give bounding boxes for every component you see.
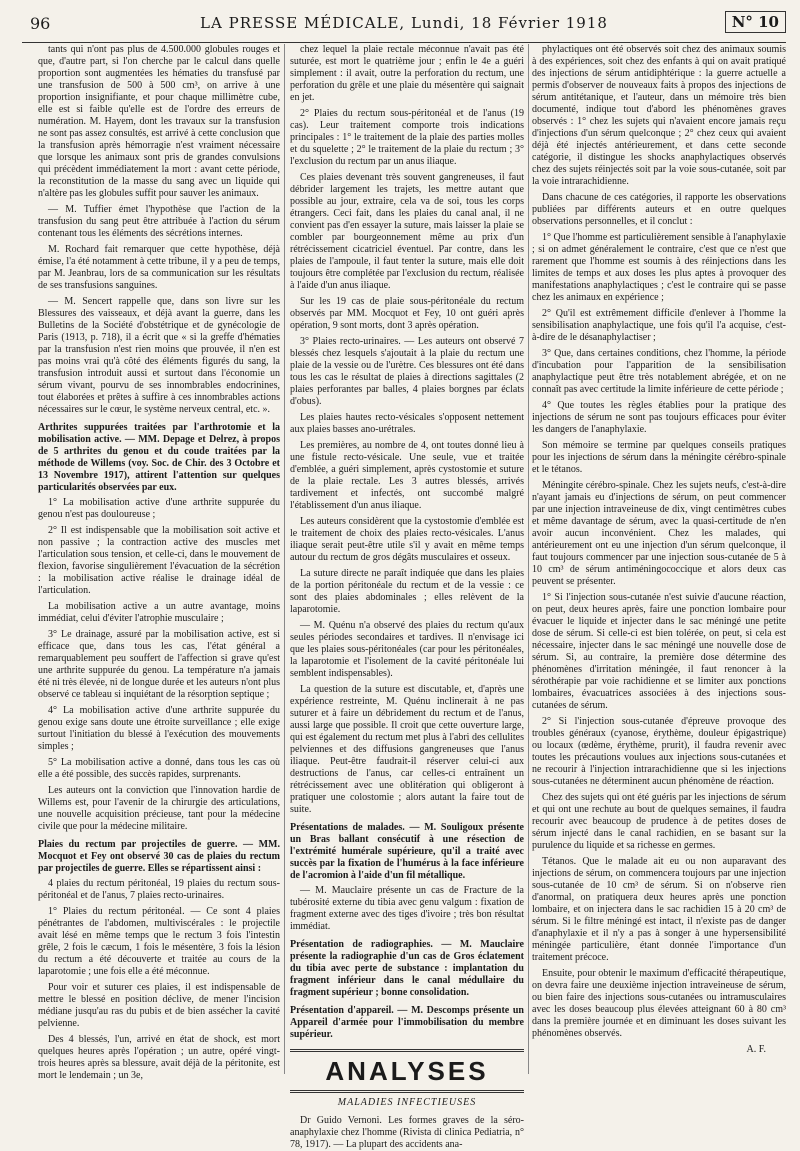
section-heading: Présentations de malades. — M. Souligoux présente un Bras ballant consécutif à une résection de l'extrémité humérale supérieure, qu'il a traité avec succès par la fixation de l'humérus à la face inférieure de l'acromion à l'aide d'un fil métallique. (290, 822, 524, 881)
paragraph: 2° Si l'injection sous-cutanée d'épreuve provoque des troubles généraux (cyanose, érythème, douleur épigastrique) ou locaux (œdème, érythème, prurit), il faudra revenir avec toutes les précautions voulues aux injections sous-cutanées et ne recourir à l'injection intrarachidienne que si les injections sous-cutanées ne déterminent aucun phénomène de réaction. (532, 716, 786, 787)
paragraph: La mobilisation active a un autre avantage, moins immédiat, celui d'éviter l'atrophie musculaire ; (38, 601, 280, 624)
paragraph: Les auteurs ont la conviction que l'innovation hardie de Willems est, pour l'avenir de la chirurgie des articulations, une nouvelle acquisition précieuse, tant pour la médecine civile que pour la médecine militaire. (38, 785, 280, 832)
paragraph: 3° Plaies recto-urinaires. — Les auteurs ont observé 7 blessés chez lesquels s'ajoutait à la plaie du rectum une plaie de la vessie ou de l'urètre. Ces blessures ont été dans tous les cas le résultat de plaies à directions sagittales (2 plaies perforantes par balles, 4 plaies borgnes par éclats d'obus). (290, 336, 524, 407)
paragraph: 2° Qu'il est extrêmement difficile d'enlever à l'homme la sensibilisation anaphylactique, une fois qu'il l'a acquise, c'est-à-dire de le désanaphylactiser ; (532, 308, 786, 343)
paragraph: Sur les 19 cas de plaie sous-péritonéale du rectum observés par MM. Mocquot et Fey, 10 ont guéri après opération, 9 sont morts, dont 3 après opération. (290, 296, 524, 331)
paragraph: M. Rochard fait remarquer que cette hypothèse, déjà émise, l'a été notamment à cette tribune, il y a peu de temps, par M. Jeanbrau, lors de sa communication sur les résultats de ses transfusions sanguines. (38, 244, 280, 291)
page-number: 96 (30, 14, 51, 33)
paragraph: Ensuite, pour obtenir le maximum d'efficacité thérapeutique, on devra faire une deuxième injection intraveineuse de sérum, ou bien faire des injections sous-cutanées ou intramusculaires avec les doses beaucoup plus élevées atteignant 60 à 80 cm³ dans la première journée et en diminuant les doses suivant les phénomènes observés. (532, 968, 786, 1039)
paragraph: 4° Que toutes les règles établies pour la pratique des injections de sérum ne sont pas toujours efficaces pour éviter les dangers de l'anaphylaxie. (532, 400, 786, 435)
analyses-heading: ANALYSES (290, 1049, 524, 1093)
paragraph: 4° La mobilisation active d'une arthrite suppurée du genou exige sans doute une étroite surveillance ; elle exige surtout l'initiation du blessé à l'exécution des mouvements simples ; (38, 705, 280, 752)
paragraph: 2° Plaies du rectum sous-péritonéal et de l'anus (19 cas). Leur traitement comporte trois indications principales : 1° le traitement de la plaie des parties molles et du squelette ; 2° le traitement de la plaie du rectum ; 3° l'exclusion du rectum par un anus iliaque. (290, 108, 524, 167)
paragraph: tants qui n'ont pas plus de 4.500.000 globules rouges et que, d'autre part, si l'on cherche par le calcul dans quelle proportion sont augmentées les hématies du transfusé par une transfusion de 500 à 500 cm³, on arrive à une proportion insignifiante, et pour chaque millimètre cube, elle est si faible qu'elle est de l'ordre des erreurs de numération. M. Hayem, dont les travaux sur la transfusion ne sont pas assez consultés, est arrivé à cette conclusion que la transfusion après hémorragie n'est vraiment nécessaire que lorsque les animaux sont pris de grandes convulsions qui précèdent immédiatement la mort : avant cette période, la reconstitution de la masse du sang avec un liquide qui n'altère pas les globules suffit pour sauver les animaux. (38, 44, 280, 199)
paragraph: Les plaies hautes recto-vésicales s'opposent nettement aux plaies basses ano-urétrales. (290, 412, 524, 435)
paragraph: Chez des sujets qui ont été guéris par les injections de sérum et qui ont une rechute au bout de quelques semaines, il faudra recourir avec beaucoup de prudence à de petites doses de sérum injecté dans le canal rachidien, en se basant sur la purulence du liquide et sa richesse en germes. (532, 792, 786, 851)
paragraph: phylactiques ont été observés soit chez des animaux soumis à des expériences, soit chez des enfants à qui on avait pratiqué des injections de sérum antidiphtérique : la guerre actuelle a permis d'observer de nouveaux faits à propos des injections de sérum antitétanique, et l'auteur, dans un mémoire très bien documenté, indique tout d'abord les phénomènes graves observés : 1° chez les sujets qui n'avaient encore jamais reçu d'injections d'un sérum quelconque ; 2° chez ceux qui avaient déjà été injectés antérieurement, et dans cette seconde catégorie, il distingue les shocks anaphylactiques observés chez des sujets réinjectés soit par la voie sous-cutanée, soit par la voie intrarachidienne. (532, 44, 786, 187)
column-right (532, 44, 786, 1074)
signature: A. F. (746, 1044, 766, 1055)
paragraph: La question de la suture est discutable, et, d'après une expérience restreinte, M. Quénu inclinerait à ne pas suturer et à faire un débridement du rectum et de l'anus, aussi large que possible. Il croit que cette ouverture large, qui est également du rectum met plus à l'abri des cellulites pelviennes et des diffusions gangreneuses que l'anus iliaque. Peut-être faudrait-il réserver celui-ci aux destructions de l'anus, car celles-ci entraînent un rétrécissement avec une oblitération qui obligeront à pratiquer une colostomie ; alors autant la faire tout de suite. (290, 684, 524, 815)
paragraph: — M. Mauclaire présente un cas de Fracture de la tubérosité externe du tibia avec genu valgum : fixation de fragment externe avec des tiges d'ivoire ; très bon résultat immédiat. (290, 885, 524, 932)
paragraph: 1° Que l'homme est particulièrement sensible à l'anaphylaxie ; si on admet généralement le contraire, c'est que ce n'est que rarement que l'homme est soumis à des réinjections dans les limites de temps et aux doses les plus aptes à provoquer des manifestations anaphylactiques ; c'est le contraire qui se passe chez les animaux en expérience ; (532, 232, 786, 303)
section-heading: Plaies du rectum par projectiles de guerre. — MM. Mocquot et Fey ont observé 30 cas de plaies du rectum par projectiles de guerre. Elles se répartissent ainsi : (38, 839, 280, 874)
paragraph: Pour voir et suturer ces plaies, il est indispensable de mettre le blessé en position déclive, de mener l'incision médiane jusqu'au ras du pubis et de bien assécher la cavité pelvienne. (38, 982, 280, 1029)
section-heading: Présentation de radiographies. — M. Mauclaire présente la radiographie d'un cas de Gros éclatement du tibia avec perte de substance : implantation du fragment inférieur dans le canal médullaire du fragment supérieur ; bonne consolidation. (290, 939, 524, 998)
paragraph: Tétanos. Que le malade ait eu ou non auparavant des injections de sérum, on commencera toujours par une injection sous-cutanée de 10 cm³ de sérum. Si on n'observe rien d'anormal, on pratiquera deux heures après une ponction lombaire, et on injectera dans le sac rachidien 15 à 20 cm³ de sérum. Si le filtre méningé est intact, il n'existe pas de danger d'anaphylaxie et il n'y a pas à songer à une hypersensibilité méningée particulière, étant donnée l'importance d'un traitement précoce. (532, 856, 786, 963)
paragraph: 1° Plaies du rectum péritonéal. — Ce sont 4 plaies pénétrantes de l'abdomen, multiviscérales : le projectile avait lésé en même temps que le rectum 3 fois l'intestin grêle, 2 fois le cæcum, 1 fois le mésentère, 3 fois la lésion du rectum a été découverte et traitée au cours de la laparotomie ; une fois elle a été méconnue. (38, 906, 280, 977)
paragraph: 1° Si l'injection sous-cutanée n'est suivie d'aucune réaction, on peut, deux heures après, faire une ponction lombaire pour évacuer le liquide et injecter dans le sac méningé une petite dose de sérum. Si celle-ci est bien tolérée, on peut, si cela est nécessaire, injecter dans le sac méningé une nouvelle dose de sérum. Si, au contraire, la première dose détermine des phénomènes d'irritation méningée, il faut renoncer à la sérothérapie par voie rachidienne et se limiter aux ponctions lombaires, évacuatrices associées à des injections sous-cutanées de sérum. (532, 592, 786, 711)
section-heading: Arthrites suppurées traitées par l'arthrotomie et la mobilisation active. — MM. Depage et Delrez, à propos de 5 arthrites du genou et du coude traitées par la méthode de Willems (voy. Soc. de Chir. des 3 Octobre et 13 Novembre 1917), attirent l'attention sur quelques particularités observées par eux. (38, 422, 280, 493)
section-heading: Présentation d'appareil. — M. Descomps présente un Appareil d'armée pour l'immobilisation du membre supérieur. (290, 1005, 524, 1040)
paragraph: Des 4 blessés, l'un, arrivé en état de shock, est mort quelques heures après l'opération ; un autre, opéré vingt-trois heures après sa blessure, avait déjà de la péritonite, est mort le lendemain ; un 3e, (38, 1034, 280, 1081)
paragraph: 1° La mobilisation active d'une arthrite suppurée du genou n'est pas douloureuse ; (38, 497, 280, 520)
paragraph: Les premières, au nombre de 4, ont toutes donné lieu à une fistule recto-vésicale. Une seule, vue et traitée d'emblée, a guéri simplement, après cystostomie et suture de la plaie rectale. Les 3 autres blessés, arrivés tardivement et infectés, ont succombé malgré l'établissement d'un anus iliaque. (290, 440, 524, 511)
paragraph: Les auteurs considèrent que la cystostomie d'emblée est le traitement de choix des plaies recto-vésicales. L'anus iliaque serait peut-être utile s'il y avait en même temps autour du rectum de gros dégâts musculaires et osseux. (290, 516, 524, 563)
paragraph: Ces plaies devenant très souvent gangreneuses, il faut débrider largement les trajets, les mettre autant que possible au jour, extraire, cela va de soi, tous les corps étrangers. Ceci fait, dans les plaies du canal anal, il ne convient pas d'en essayer la suture, mais laisser la plaie se combler par bourgeonnement même au prix d'un rétrécissement cicatriciel éventuel. Par contre, dans les plaies de l'ampoule, il faut tenter la suture, mais elle doit toujours être complétée par l'exclusion du rectum, réalisée à l'aide d'un anus iliaque. (290, 172, 524, 291)
paragraph: La suture directe ne paraît indiquée que dans les plaies de la portion péritonéale du rectum et de la vessie : ce sont des plaies abdominales ; elles relèvent de la laparotomie. (290, 568, 524, 615)
paragraph: chez lequel la plaie rectale méconnue n'avait pas été suturée, est mort le quatrième jour ; enfin le 4e a guéri simplement : il avait, outre la perforation du rectum, une perforation du grêle et une plaie du mésentère qui saignait en jet. (290, 44, 524, 103)
paragraph: Dr Guido Vernoni. Les formes graves de la séro-anaphylaxie chez l'homme (Rivista di clinica Pediatria, n° 78, 1917). — La plupart des accidents ana- (290, 1115, 524, 1150)
paragraph: — M. Quénu n'a observé des plaies du rectum qu'aux seules périodes secondaires et tardives. Il n'envisage ici que les plaies sous-péritonéales (car pour les péritonéales, la laparotomie et l'isolement de la cavité péritonéale lui semblent indispensables). (290, 620, 524, 679)
paragraph: 3° Le drainage, assuré par la mobilisation active, est si efficace que, dans tous les cas, l'état général a remarquablement peu souffert de l'affection si grave qu'est une arthrite suppurée du genou. La température n'a jamais été ni très élevée, ni de longue durée et les auteurs n'ont plus observé ce tableau si inquiétant de la résorption septique ; (38, 629, 280, 700)
paragraph: Méningite cérébro-spinale. Chez les sujets neufs, c'est-à-dire n'ayant jamais eu d'injections de sérum, on peut commencer par une injection intraveineuse de dix, vingt centimètres cubes et même davantage de sérum, avec la quasi-certitude de n'en avoir aucun inconvénient. Chez les malades, qui antérieurement ont eu une injection d'un sérum quelconque, il faut toujours commencer par une injection sous-cutanée de 5 à 10 cm³ de sérum antiméningococcique et alors deux cas peuvent se présenter. (532, 480, 786, 587)
page-header (22, 0, 786, 43)
paragraph: 4 plaies du rectum péritonéal, 19 plaies du rectum sous-péritonéal et de l'anus, 7 plaies recto-urinaires. (38, 878, 280, 901)
paragraph: Son mémoire se termine par quelques conseils pratiques pour les injections de sérum dans la méningite cérébro-spinale et le tétanos. (532, 440, 786, 475)
paragraph: 5° La mobilisation active a donné, dans tous les cas où elle a été possible, des succès rapides, surprenants. (38, 757, 280, 780)
paragraph: 2° Il est indispensable que la mobilisation soit active et non passive ; la contraction active des muscles met l'articulation sous tension, et celle-ci, dans le mouvement de flexion, favorise singulièrement l'évacuation de la sécrétion : la mobilisation active réalise le drainage idéal de l'articulation. (38, 525, 280, 596)
analyses-subheading: MALADIES INFECTIEUSES (337, 1097, 477, 1108)
column-left (38, 44, 280, 1081)
column-rule (528, 44, 529, 1074)
paragraph: — M. Tuffier émet l'hypothèse que l'action de la transfusion du sang peut être attribuée à l'action du sérum contenant tous les éléments des sécrétions internes. (38, 204, 280, 239)
paragraph: — M. Sencert rappelle que, dans son livre sur les Blessures des vaisseaux, et déjà avant la guerre, dans les Bulletins de la Société d'obstétrique et de gynécologie de Paris (1913, p. 718), il a écrit que « si la greffe d'hématies par la transfusion n'est rien moins que prouvée, il n'en est pas moins vrai qu'à côté des éléments figurés du sang, la transfusion introduit aussi et surtout dans l'économie un sérum vivant, pourvu de ses innombrables endocrinines, tout élaborées et prêtes à suffire à ces innombrables actions nécessaires sur le cœur, le système nerveux central, etc. ». (38, 296, 280, 415)
issue-number: N° 10 (725, 11, 786, 33)
journal-title: LA PRESSE MÉDICALE, Lundi, 18 Février 1918 (200, 14, 608, 32)
paragraph: 3° Que, dans certaines conditions, chez l'homme, la période d'incubation pour l'apparition de la sensibilisation anaphylactique peut être très notablement abrégée, et on ne connaît pas avec certitude la limite inférieure de cette période ; (532, 348, 786, 395)
column-rule (284, 44, 285, 1074)
column-middle (290, 44, 524, 1150)
paragraph: Dans chacune de ces catégories, il rapporte les observations publiées par différents auteurs et en outre quelques observations personnelles, et il conclut : (532, 192, 786, 227)
